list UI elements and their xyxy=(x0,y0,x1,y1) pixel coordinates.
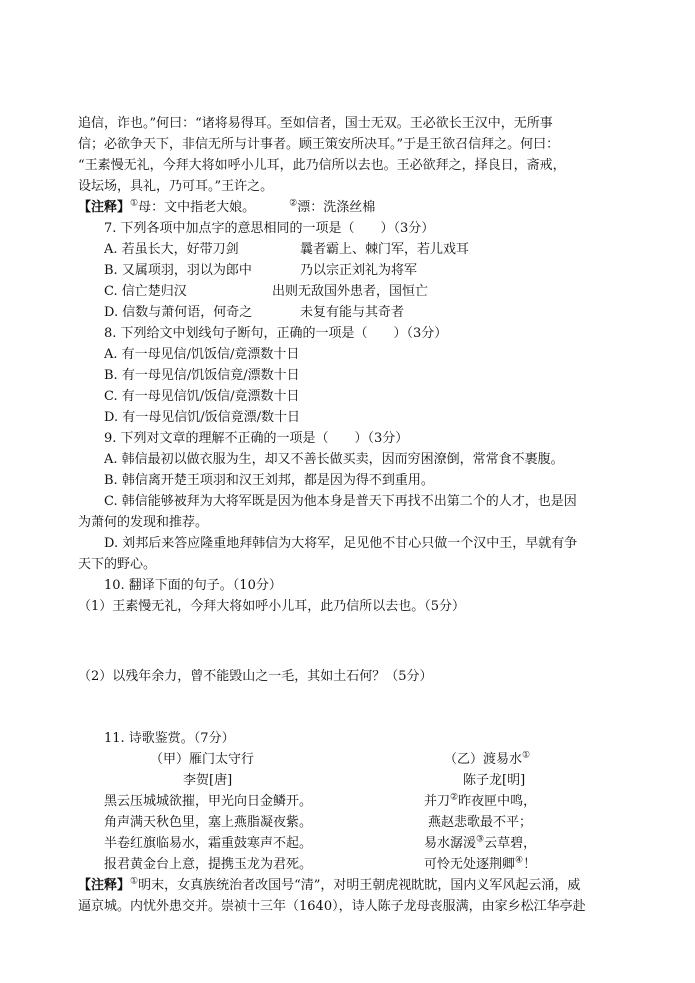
note-label: 【注释】 xyxy=(78,878,131,893)
footnote-marker: ④ xyxy=(515,855,524,866)
q9-option-b: B. 韩信离开楚王项羽和汉王刘邦，都是因为得不到重用。 xyxy=(104,473,434,488)
poem-a-author: 李贺[唐] xyxy=(183,773,233,788)
note-marker: ② xyxy=(289,198,298,209)
q7-option-a-right: 曩者霸上、棘门军，若儿戏耳 xyxy=(300,242,470,257)
q7-option-a-left: A. 若虽长大，好带刀剑 xyxy=(104,242,239,257)
note-text: 漂：洗涤丝棉 xyxy=(297,200,376,215)
poem-b-line-2: 燕赵悲歌最不平； xyxy=(428,815,533,830)
q9-option-d-line-1: D. 刘邦后来答应隆重地拜韩信为大将军，足见他不甘心只做一个汉中王，早就有争 xyxy=(104,536,578,551)
q8-option-d: D. 有一母见信饥/饭信竟漂/数十日 xyxy=(104,410,300,425)
passage-line-4: 设坛场，具礼，乃可耳。”王许之。 xyxy=(78,179,274,194)
q9-option-d-line-2: 天下的野心。 xyxy=(78,557,157,572)
note-label: 【注释】 xyxy=(78,200,131,215)
poem-b-line-3-a: 易水潺湲 xyxy=(424,836,477,851)
note-2 xyxy=(78,878,580,894)
q10-sentence-2: （2）以残年余力，曾不能毁山之一毛，其如土石何？（5分） xyxy=(78,669,433,684)
poem-a-line-3: 半卷红旗临易水，霜重鼓寒声不起。 xyxy=(104,836,313,851)
note-2-line-2: 逼京城。内忧外患交并。崇祯十三年（1640），诗人陈子龙母丧服满，由家乡松江华亭赴 xyxy=(78,899,586,914)
passage-line-1: 追信，诈也。”何曰：“诸将易得耳。至如信者，国士无双。王必欲长王汉中，无所事 xyxy=(78,116,553,131)
q7-option-c-left: C. 信亡楚归汉 xyxy=(104,284,187,299)
note-marker: ① xyxy=(130,198,139,209)
poem-b-title xyxy=(444,752,530,768)
poem-b-author: 陈子龙[明] xyxy=(463,773,526,788)
poem-a-line-1: 黑云压城城欲摧，甲光向日金鳞开。 xyxy=(104,794,313,809)
q7-option-d-right: 未复有能与其奇者 xyxy=(300,305,405,320)
q7-option-b-right: 乃以宗正刘礼为将军 xyxy=(300,263,418,278)
poem-b-line-4-a: 可怜无处逐荆卿 xyxy=(424,857,516,872)
q9-option-c-line-2: 为萧何的发现和推荐。 xyxy=(78,515,209,530)
poem-b-line-1-a: 并刀 xyxy=(424,794,451,809)
footnote-marker: ② xyxy=(450,792,459,803)
note-1 xyxy=(78,200,375,216)
poem-b-title-text: （乙）渡易水 xyxy=(444,752,523,767)
note-text: 母：文中指老大娘。 xyxy=(138,200,256,215)
poem-b-line-1-b: 昨夜匣中鸣， xyxy=(458,794,537,809)
q10-sentence-1: （1）王素慢无礼，今拜大将如呼小儿耳，此乃信所以去也。（5分） xyxy=(78,599,466,614)
poem-a-line-4: 报君黄金台上意，提携玉龙为君死。 xyxy=(104,857,313,872)
poem-b-line-4-b: ！ xyxy=(523,857,537,872)
footnote-marker: ① xyxy=(522,750,531,761)
poem-b-line-3 xyxy=(424,836,536,852)
q8-option-c: C. 有一母见信饥/饭信/竟漂数十日 xyxy=(104,389,300,404)
q9-option-a: A. 韩信最初以做衣服为生，却又不善长做买卖，因而穷困潦倒，常常食不裹腹。 xyxy=(104,452,564,467)
q8-option-b: B. 有一母见信/饥饭信竟/漂数十日 xyxy=(104,368,300,383)
footnote-marker: ③ xyxy=(476,834,485,845)
q8-option-a: A. 有一母见信/饥饭信/竟漂数十日 xyxy=(104,347,300,362)
question-10-stem: 10. 翻译下面的句子。（10分） xyxy=(104,578,282,593)
q9-option-c-line-1: C. 韩信能够被拜为大将军既是因为他本身是普天下再找不出第二个的人才，也是因 xyxy=(104,494,577,509)
note-marker: ① xyxy=(130,876,139,887)
q7-option-b-left: B. 又属项羽，羽以为郎中 xyxy=(104,263,252,278)
question-9-stem: 9. 下列对文章的理解不正确的一项是（ ）（3分） xyxy=(104,431,409,446)
question-7-stem: 7. 下列各项中加点字的意思相同的一项是（ ）（3分） xyxy=(104,221,435,236)
passage-line-3: “王素慢无礼，今拜大将如呼小儿耳，此乃信所以去也。王必欲拜之，择良日，斋戒， xyxy=(78,158,566,173)
question-11-stem: 11. 诗歌鉴赏。（7分） xyxy=(104,731,235,746)
q7-option-c-right: 出则无敌国外患者，国恒亡 xyxy=(272,284,429,299)
question-8-stem: 8. 下列给文中划线句子断句，正确的一项是（ ）（3分） xyxy=(104,326,448,341)
poem-a-line-2: 角声满天秋色里，塞上燕脂凝夜紫。 xyxy=(104,815,313,830)
poem-b-line-1 xyxy=(424,794,536,810)
q7-option-d-left: D. 信数与萧何语，何奇之 xyxy=(104,305,253,320)
poem-a-title: （甲）雁门太守行 xyxy=(150,752,255,767)
poem-b-line-4 xyxy=(424,857,536,873)
note-text: 明末，女真族统治者改国号“清”，对明王朝虎视眈眈，国内义军风起云涌，威 xyxy=(138,878,581,893)
poem-b-line-3-b: 云草碧， xyxy=(484,836,537,851)
passage-line-2: 信；必欲争天下，非信无所与计事者。顾王策安所决耳。”于是王欲召信拜之。何曰： xyxy=(78,137,560,152)
